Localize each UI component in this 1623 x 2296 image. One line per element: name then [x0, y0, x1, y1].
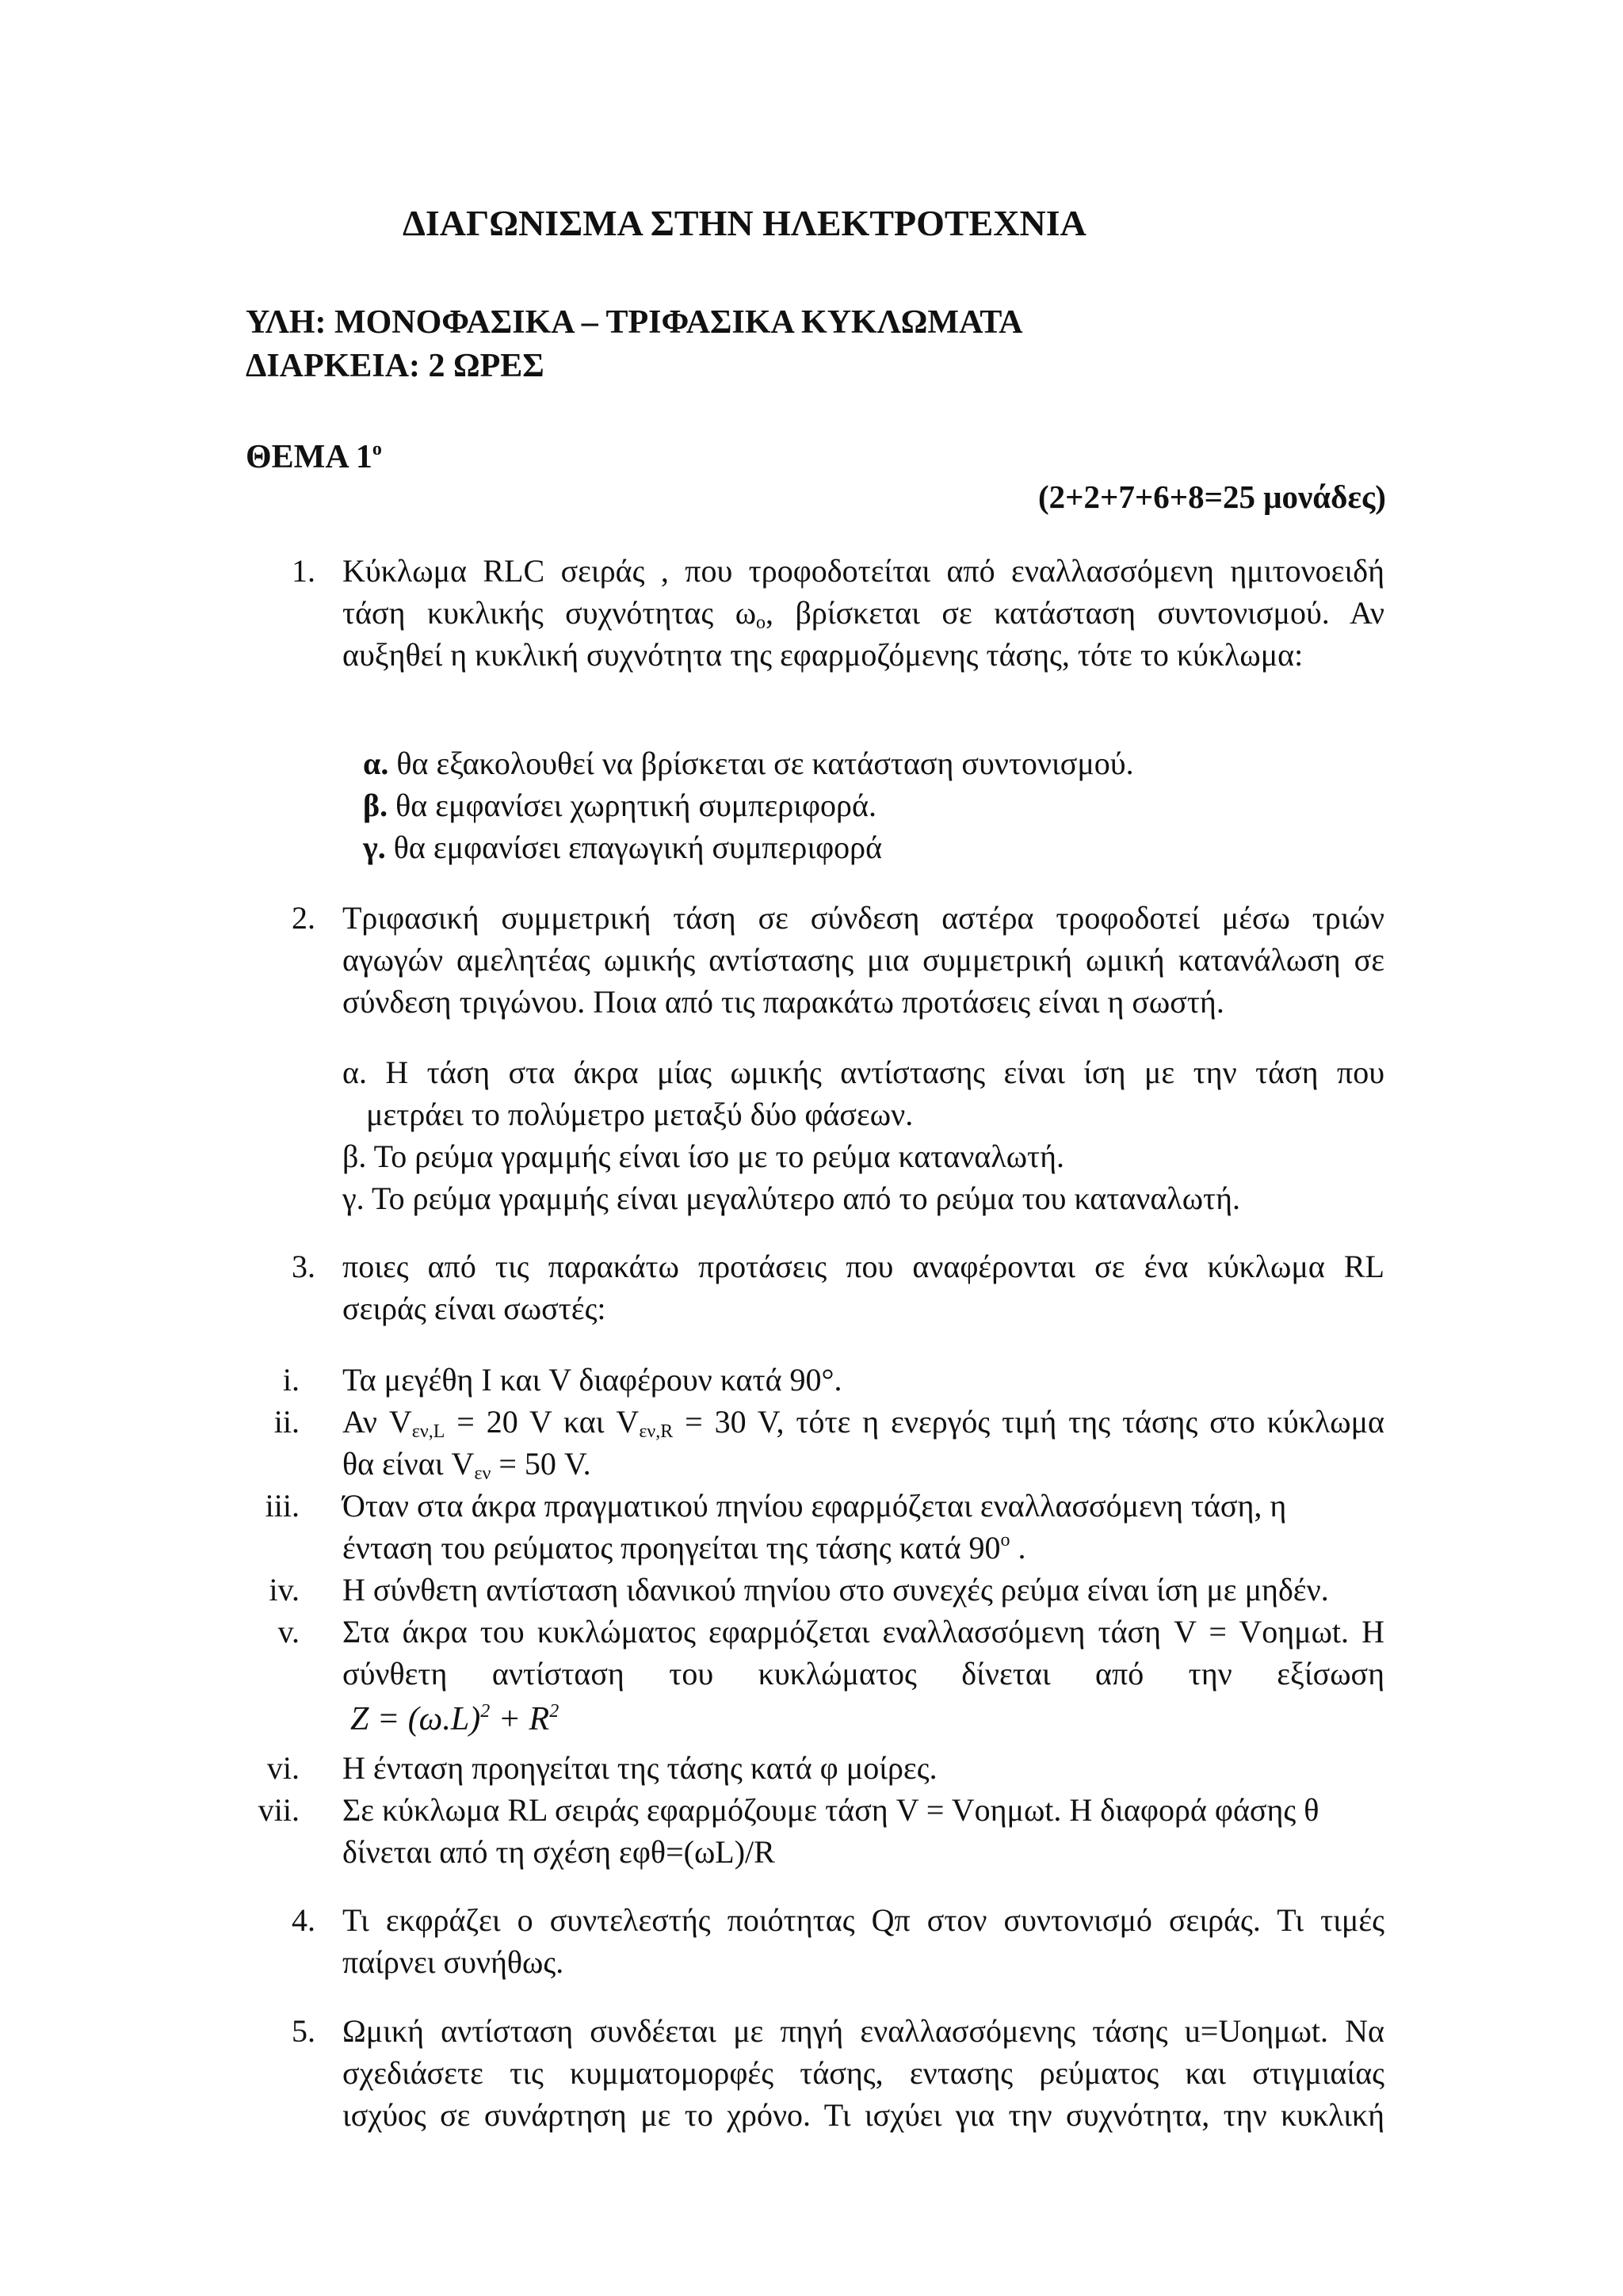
option-c: γ. θα εμφανίσει επαγωγική συμπεριφορά	[363, 830, 883, 865]
question-text-line: παίρνει συνήθως.	[342, 1944, 564, 1980]
roman-numeral: ii.	[273, 1404, 300, 1440]
question-text-line: ισχύος σε συνάρτηση με το χρόνο. Τι ισχύει για την συχνότητα, την κυκλική	[342, 2097, 1384, 2133]
roman-numeral: vii.	[258, 1792, 300, 1828]
roman-numeral: i.	[282, 1362, 300, 1398]
statement-iv: Η σύνθετη αντίσταση ιδανικού πηνίου στο συνεχές ρεύμα είναι ίση με μηδέν.	[342, 1572, 1329, 1608]
question-text-line: αυξηθεί η κυκλική συχνότητα της εφαρμοζόμενης τάσης, τότε το κύκλωμα:	[342, 637, 1304, 673]
question-number: 1.	[292, 553, 315, 589]
statement-i: Τα μεγέθη I και V διαφέρουν κατά 90°.	[342, 1362, 842, 1398]
question-text-line: σχεδιάσετε τις κυμματομορφές τάσης, εντασης ρεύματος και στιγμιαίας	[342, 2055, 1384, 2091]
question-text-line: σύνδεση τριγώνου. Ποια από τις παρακάτω προτάσεις είναι η σωστή.	[342, 984, 1224, 1020]
statement-ii: Αν $V_{\varepsilon\nu,L} = 20$ V και $V_{\varepsilon\nu,R} = 30$ V, τότε η ενεργός τιμή της τάσης στο κύκλωμα	[342, 1404, 1384, 1442]
theme-label: ΘΕΜΑ 1	[246, 439, 372, 475]
option-b: β. Το ρεύμα γραμμής είναι ίσο με το ρεύμα καταναλωτή.	[342, 1138, 1065, 1174]
question-number: 3.	[292, 1249, 315, 1284]
exam-subject: ΥΛΗ: ΜΟΝΟΦΑΣΙΚΑ – ΤΡΙΦΑΣΙΚΑ ΚΥΚΛΩΜΑΤΑ	[246, 304, 1023, 341]
question-text-line: τάση κυκλικής συχνότητας $\omega_o$, βρίσκεται σε κατάσταση συντονισμού. Αν	[342, 595, 1385, 633]
question-text-line: ποιες από τις παρακάτω προτάσεις που αναφέρονται σε ένα κύκλωμα RL	[342, 1249, 1384, 1284]
statement-iii-cont: ένταση του ρεύματος προηγείται της τάσης κατά $90^o$ .	[342, 1530, 1026, 1566]
roman-numeral: v.	[277, 1614, 300, 1650]
points-distribution: (2+2+7+6+8=25 μονάδες)	[1038, 479, 1386, 515]
roman-numeral: iv.	[269, 1572, 300, 1608]
question-number: 5.	[292, 2013, 315, 2049]
exam-title: ΔΙΑΓΩΝΙΣΜΑ ΣΤΗΝ ΗΛΕΚΤΡΟΤΕΧΝΙΑ	[403, 203, 1086, 243]
statement-vii: Σε κύκλωμα RL σειράς εφαρμόζουμε τάση V = Vοημωt. Η διαφορά φάσης θ	[342, 1792, 1319, 1828]
question-text-line: Τριφασική συμμετρική τάση σε σύνδεση αστέρα τροφοδοτεί μέσω τριών	[342, 900, 1384, 936]
question-text-line: Κύκλωμα RLC σειράς , που τροφοδοτείται από εναλλασσόμενη ημιτονοειδή	[342, 553, 1384, 589]
theme-heading	[246, 438, 382, 476]
option-mark: γ.	[363, 830, 386, 865]
option-a: α. θα εξακολουθεί να βρίσκεται σε κατάσταση συντονισμού.	[363, 746, 1134, 781]
option-a-cont: μετράει το πολύμετρο μεταξύ δύο φάσεων.	[366, 1097, 914, 1132]
question-text-line: Τι εκφράζει ο συντελεστής ποιότητας Qπ στον συντονισμό σειράς. Τι τιμές	[342, 1902, 1384, 1938]
question-number: 2.	[292, 900, 315, 936]
question-text-line: αγωγών αμελητέας ωμικής αντίστασης μια συμμετρική ωμική κατανάλωση σε	[342, 942, 1384, 978]
roman-numeral: iii.	[265, 1488, 300, 1524]
option-a: α. Η τάση στα άκρα μίας ωμικής αντίστασης είναι ίση με την τάση που	[342, 1055, 1384, 1090]
statement-vii-cont: δίνεται από τη σχέση εφθ=(ωL)/R	[342, 1834, 775, 1870]
statement-v: Στα άκρα του κυκλώματος εφαρμόζεται εναλλασσόμενη τάση V = Vοημωt. Η	[342, 1614, 1384, 1650]
theme-sup: ο	[372, 439, 382, 460]
option-c: γ. Το ρεύμα γραμμής είναι μεγαλύτερο από το ρεύμα του καταναλωτή.	[342, 1180, 1241, 1216]
roman-numeral: vi.	[266, 1750, 300, 1786]
option-mark: α.	[363, 746, 389, 781]
statement-ii-cont: θα είναι $V_{\varepsilon\nu} = 50$ V.	[342, 1446, 591, 1484]
question-text-line: Ωμική αντίσταση συνδέεται με πηγή εναλλασσόμενης τάσης u=Uοημωt. Να	[342, 2013, 1384, 2049]
impedance-formula: $Z = (\omega.L)^2 + R^2$	[350, 1701, 559, 1737]
option-b: β. θα εμφανίσει χωρητική συμπεριφορά.	[363, 788, 876, 823]
statement-iii: Όταν στα άκρα πραγματικού πηνίου εφαρμόζεται εναλλασσόμενη τάση, η	[342, 1488, 1287, 1524]
exam-duration: ΔΙΑΡΚΕΙΑ: 2 ΩΡΕΣ	[246, 348, 544, 384]
statement-v-cont: σύνθετη αντίσταση του κυκλώματος δίνεται από την εξίσωση	[342, 1656, 1384, 1691]
statement-vi: Η ένταση προηγείται της τάσης κατά φ μοίρες.	[342, 1750, 938, 1786]
question-number: 4.	[292, 1902, 315, 1938]
option-mark: β.	[363, 788, 388, 823]
question-text-line: σειράς είναι σωστές:	[342, 1291, 606, 1326]
